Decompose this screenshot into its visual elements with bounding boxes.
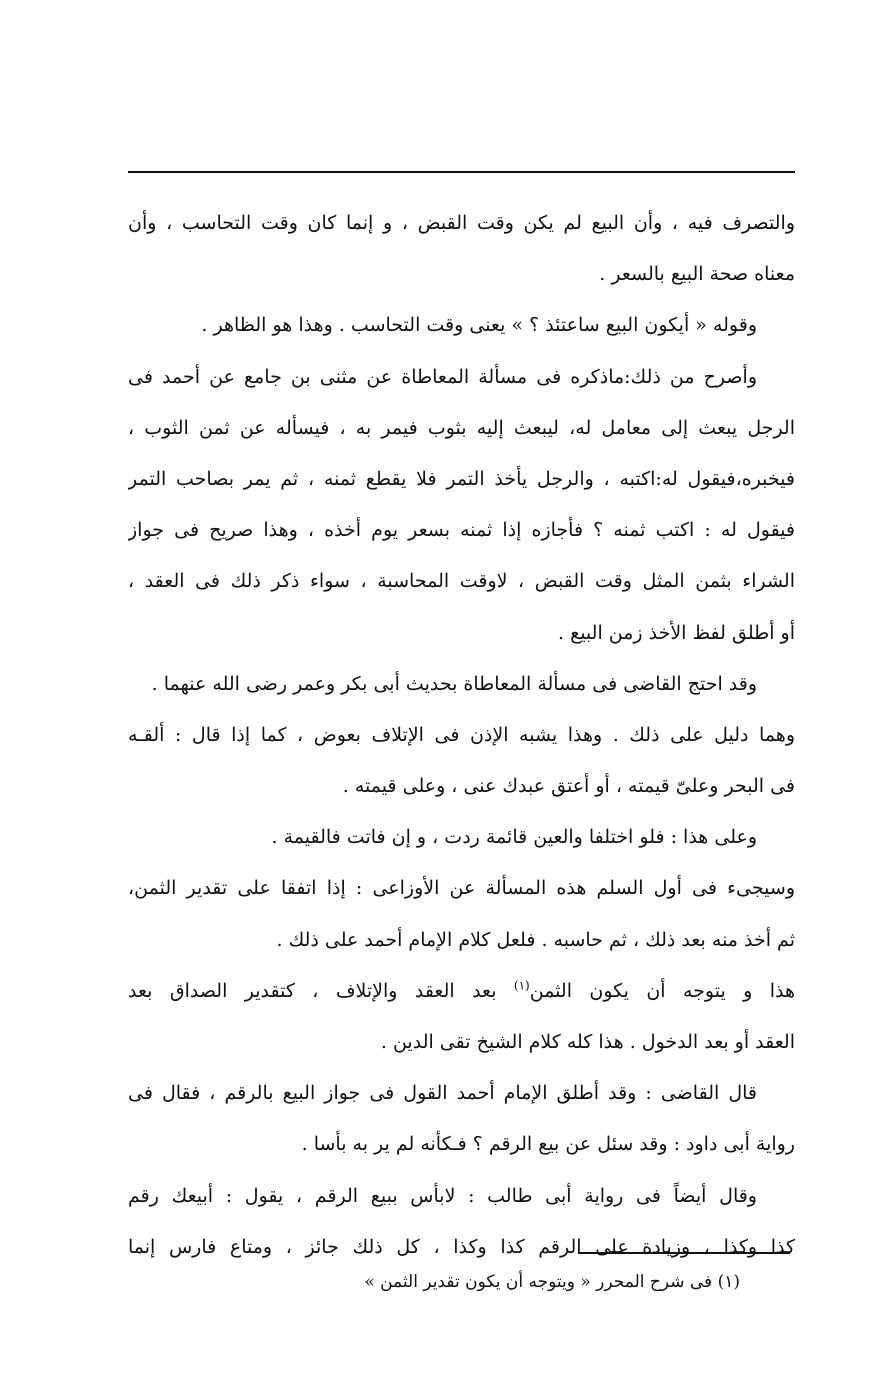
text-segment: بعد العقد والإتلاف ، كتقدير الصداق بعد [128, 979, 497, 1002]
text-line: وسيجىء فى أول السلم هذه المسألة عن الأوزاعى : إذا اتفقا على تقدير الثمن، [128, 877, 795, 900]
text-line: معناه صحة البيع بالسعر . [599, 263, 795, 286]
text-line: فيخبره،فيقول له:اكتبه ، والرجل يأخذ التمر فلا يقطع ثمنه ، ثم يمر بصاحب التمر [128, 467, 795, 490]
text-line: فى البحر وعلىّ قيمته ، أو أعتق عبدك عنى ، وعلى قيمته . [342, 775, 795, 798]
text-line: قال القاضى : وقد أطلق الإمام أحمد القول فى جواز البيع بالرقم ، فقال فى [128, 1082, 757, 1105]
text-line: وعلى هذا : فلو اختلفا والعين قائمة ردت ، و إن فاتت فالقيمة . [271, 826, 757, 849]
text-line: والتصرف فيه ، وأن البيع لم يكن وقت القبض ، و إنما كان وقت التحاسب ، وأن [128, 212, 795, 234]
text-line: الرجل يبعث إلى معامل له، ليبعث إليه بثوب فيمر به ، فيسأله عن ثمن الثوب ، [128, 416, 795, 439]
text-line: وقال أيضاً فى رواية أبى طالب : لابأس ببيع الرقم ، يقول : أبيعك رقم [128, 1184, 757, 1207]
footnote: (١) فى شرح المحرر « ويتوجه أن يكون تقدير الثمن » [364, 1272, 740, 1292]
footnote-rule [578, 1252, 790, 1254]
footnote-marker: (١) [513, 978, 530, 993]
text-line: وهما دليل على ذلك . وهذا يشبه الإذن فى الإتلاف بعوض ، كما إذا قال : ألقـه [128, 723, 795, 746]
text-line: وقد احتج القاضى فى مسألة المعاطاة بحديث أبى بكر وعمر رضى الله عنهما . [151, 672, 757, 695]
text-line: رواية أبى داود : وقد سئل عن بيع الرقم ؟ فـكأنه لم ير به بأسا . [301, 1133, 795, 1156]
top-rule [128, 171, 795, 173]
text-line: الشراء بثمن المثل وقت القبض ، لاوقت المحاسبة ، سواء ذكر ذلك فى العقد ، [128, 570, 795, 593]
text-segment: هذا و يتوجه أن يكون الثمن [529, 979, 795, 1002]
text-line: ثم أخذ منه بعد ذلك ، ثم حاسبه . فلعل كلام الإمام أحمد على ذلك . [276, 928, 795, 951]
text-line: فيقول له : اكتب ثمنه ؟ فأجازه إذا ثمنه بسعر يوم أخذه ، وهذا صريح فى جواز [128, 519, 795, 542]
text-line: وأصرح من ذلك:ماذكره فى مسألة المعاطاة عن مثنى بن جامع عن أحمد فى [128, 365, 757, 388]
text-line: كذا وكذا ، وزيادة على الرقم كذا وكذا ، كل ذلك جائز ، ومتاع فارس إنما [128, 1235, 795, 1258]
text-line: وقوله « أيكون البيع ساعتئذ ؟ » يعنى وقت التحاسب . وهذا هو الظاهر . [201, 314, 757, 337]
text-line: العقد أو بعد الدخول . هذا كله كلام الشيخ تقى الدين . [380, 1031, 795, 1053]
text-line: أو أطلق لفظ الأخذ زمن البيع . [558, 621, 795, 644]
body-text [128, 198, 795, 1273]
text-line-with-footnote [128, 966, 795, 1017]
